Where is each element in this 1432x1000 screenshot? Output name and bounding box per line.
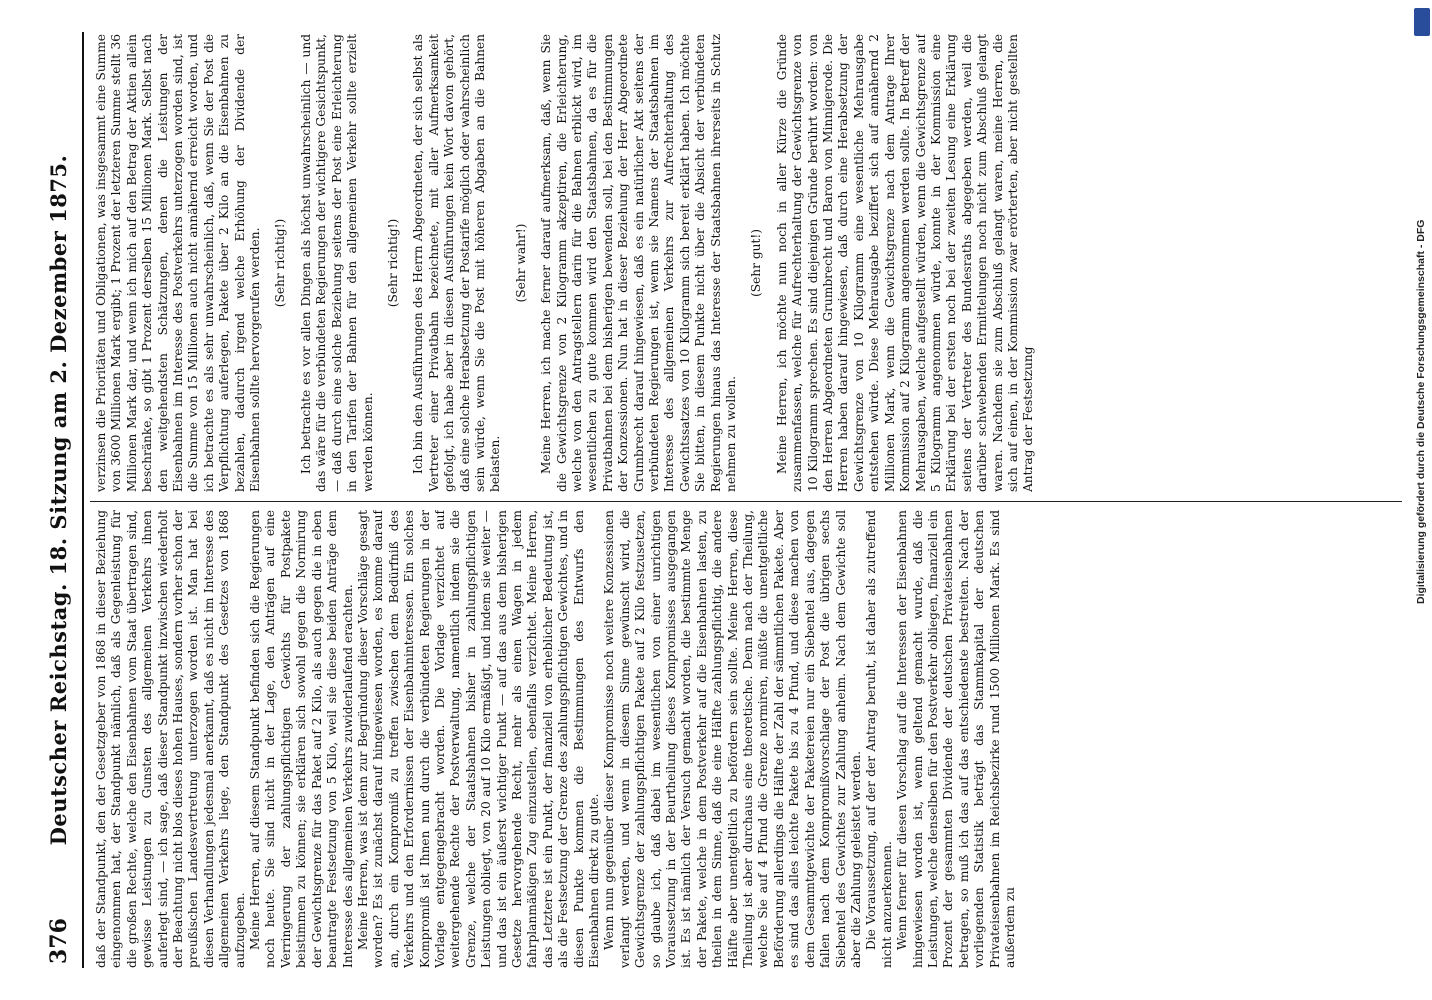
paragraph: Ich bin den Ausführungen des Herrn Abgeordneten, der sich selbst als Vertreter einer Privatbahn bezeichnete, mit aller Aufmerksamkeit gefolgt, ich habe aber in diesen Ausführungen kein Wort davon gehört, daß eine solche Herabsetzung der Postarife möglich oder wahrscheinlich sein würde, wenn Sie die Post mit höheren Abgaben an die Bahnen belasten. bbox=[411, 34, 503, 492]
interjection: (Sehr wahr!) bbox=[513, 223, 528, 303]
interjection: (Sehr richtig!) bbox=[385, 218, 400, 308]
column-divider bbox=[90, 501, 1402, 502]
paragraph: Wenn ferner für diesen Vorschlag auf die Interessen der Eisenbahnen hingewiesen worden ist, wenn geltend gemacht wurde, daß die Leistungen, welche denselben für den Postverkehr obliegen, finanziell ein Prozent der gesammten Dividende der deutschen Privateisenbahnen betragen, so muß ich das auf das entschiedenste bestreiten. Nach der vorliegenden Statistik beträgt das Stammkapital der deutschen Privateisenbahnen im Reichsbezirke rund 1500 Millionen Mark. Es sind außerdem zu bbox=[895, 510, 1017, 968]
paragraph: daß der Standpunkt, den der Gesetzgeber von 1868 in dieser Beziehung eingenommen hat, der Standpunkt nämlich, daß als Gegenleistung für die großen Rechte, welche den Eisenbahnen vom Staat übertragen sind, gewisse Leistungen zu Gunsten des allgemeinen Verkehrs ihnen auferlegt sind, — ich sage, daß dieser Standpunkt inzwischen wiederholt der Beachtung nicht blos dieses hohen Hauses, sondern vorher schon der preußischen Landesvertretung unterzogen worden ist. Man hat bei diesen Verhandlungen jedesmal anerkannt, daß es nicht im Interesse des allgemeinen Verkehrs liege, den Standpunkt des Gesetzes von 1868 aufzugeben. bbox=[94, 510, 247, 968]
page-header bbox=[42, 32, 84, 968]
right-column bbox=[94, 34, 1404, 492]
paragraph: Die Voraussetzung, auf der der Antrag beruht, ist daher als zutreffend nicht anzuerkennen. bbox=[864, 510, 894, 968]
digitization-credit: Digitalisierung gefördert durch die Deutsche Forschungsgemeinschaft - DFG bbox=[1415, 219, 1427, 604]
paragraph: Ich betrachte es vor allen Dingen als höchst unwahrscheinlich — und das wäre für die verbündeten Regierungen der wichtigere Gesichtspunkt, — daß durch eine solche Beziehung seitens der Post eine Erleichterung in den Tarifen der Bahnen für den allgemeinen Verkehr sollte erzielt werden können. bbox=[298, 34, 375, 492]
rotated-page bbox=[20, 8, 1412, 992]
interjection: (Sehr richtig!) bbox=[273, 218, 288, 308]
page-number: 376 bbox=[46, 918, 72, 964]
left-column bbox=[94, 510, 1404, 968]
paragraph: Wenn nun gegenüber dieser Kompromisse noch weitere Konzessionen verlangt werden, und wenn in diesem Sinne gewünscht wird, die Gewichtsgrenze der zahlungspflichtigen Pakete auf 2 Kilo festzusetzen, so glaube ich, daß dabei im wesentlichen von einer unrichtigen Voraussetzung in der Beurtheilung dieses Kompromisses ausgegangen ist. Es ist nämlich der Versuch gemacht worden, die bestimmte Menge der Pakete, welche in dem Postverkehr auf die Eisenbahnen lasten, zu theilen in dem Sinne, daß die eine Hälfte zahlungspflichtig, die andere Hälfte aber unentgeltlich zu befördern sein sollte. Meine Herren, diese Theilung ist aber durchaus eine theoretische. Denn nach der Theilung, welche Sie auf 4 Pfund die Grenze normiren, müßte die unentgeltliche Beförderung allerdings die Hälfte der Zahl der sämmtlichen Pakete. Aber es sind das alles leichte Pakete bis zu 4 Pfund, und diese machen von dem Gesammtgewichte der Paketereien nur ein Siebentel aus, dagegen fallen nach dem Kompromißvorschlage der Post die übrigen sechs Siebentel des Gewichtes zur Zahlung anheim. Nach dem Gewichte soll aber die Zahlung geleistet werden. bbox=[602, 510, 863, 968]
paragraph: Meine Herren, ich mache ferner darauf aufmerksam, daß, wenn Sie die Gewichtsgrenze von 2 Kilogramm akzeptiren, die Erleichterung, welche von den Antragstellern darin für die Bahnen erblickt wird, im wesentlichen zu gute kommen wird den Staatsbahnen, da es für die Privatbahnen bei dem bisherigen bewenden soll, bei den Bestimmungen der Konzessionen. Nun hat in dieser Beziehung der Herr Abgeordnete Grumbrecht darauf hingewiesen, daß es ein natürlicher Akt seitens der verbündeten Regierungen ist, wenn sie Namens der Staatsbahnen im Interesse des allgemeinen Verkehrs zur Aufrechterhaltung des Gewichtssatzes von 10 Kilogramm sich bereit erklärt haben. Ich möchte Sie bitten, in diesem Punkte nicht über die Absicht der verbündeten Regierungen hinaus das Interesse der Staatsbahnen ihrerseits in Schutz nehmen zu wollen. bbox=[539, 34, 739, 492]
page-title: Deutscher Reichstag. 18. Sitzung am 2. Dezember 1875. bbox=[46, 154, 71, 846]
paragraph: Meine Herren, was ist denn zur Begründung dieser Vorschläge gesagt worden? Es ist zunächst darauf hingewiesen worden, es komme darauf an, durch ein Kompromiß zu treffen zwischen dem Bedürfniß des Verkehrs und den Erfordernissen der Eisenbahninteressen. Ein solches Kompromiß ist Ihnen nun durch die verbündeten Regierungen in der Vorlage entgegengebracht worden. Die Vorlage verzichtet auf weitergehende Rechte der Postverwaltung, namentlich indem sie die Grenze, welche der Staatsbahnen bisher in zahlungspflichtigen Leistungen obliegt, von 20 auf 10 Kilo ermäßigt, und indem sie weiter — und das ist ein äußerst wichtiger Punkt — auf das aus dem bisherigen Gesetze hervorgehende Recht, mehr als einen Wagen in jedem fahrplanmäßigen Zug einzustellen, ebenfalls verzichtet. Meine Herren, das Letztere ist ein Punkt, der finanziell von erheblicher Bedeutung ist, als die Festsetzung der Grenze des zahlungspflichtigen Gewichtes, und in diesen Punkte kommen die Bestimmungen des Entwurfs den Eisenbahnen direkt zu gute. bbox=[355, 510, 601, 968]
paragraph: Meine Herren, ich möchte nun noch in aller Kürze die Gründe zusammenfassen, welche für Aufrechterhaltung der Gewichtsgrenze von 10 Kilogramm sprechen. Es sind diejenigen Gründe berührt worden: von den Herren Abgeordneten Grumbrecht und Baron von Minnigerode. Die Herren haben darauf hingewiesen, daß durch eine Herabsetzung der Gewichtsgrenze von 10 Kilogramm eine wesentliche Mehrausgabe entstehen würde. Diese Mehrausgabe beziffert sich auf annähernd 2 Millionen Mark, wenn die Gewichtsgrenze nach dem Antrage Ihrer Kommission auf 2 Kilogramm angenommen werden sollte. In Betreff der Mehrausgaben, welche aufgestellt würden, wenn die Gewichtsgrenze auf 5 Kilogramm angenommen würde, konnte in der Kommission eine Erklärung bei der ersten noch bei der zweiten Lesung eine Erklärung seitens der Vertreter des Bundesraths abgegeben werden, weil die darüber schwebenden Ermittelungen noch nicht zum Abschluß gelangt waren. Nachdem sie zum Abschluß gelangt waren, meine Herren, die sich auf einen, in der Kommission zwar erörterten, aber nicht gestellten Antrag der Festsetzung bbox=[774, 34, 1036, 492]
interjection: (Sehr gut!) bbox=[749, 228, 764, 298]
paragraph: verzinsen die Prioritäten und Obligationen, was insgesammt eine Summe von 3600 Millionen Mark ergibt; 1 Prozent der letzteren Summe stellt 36 Millionen Mark dar, und wenn ich mich auf den Betrag der Aktien allein beschränke, so gibt 1 Prozent derselben 15 Millionen Mark. Selbst nach den weitgehendsten Schätzungen, denen die Leistungen der Eisenbahnen im Interesse des Postverkehrs unterzogen worden sind, ist die Summe von 15 Millionen auch nicht annähernd erreicht worden, und ich betrachte es als sehr unwahrscheinlich, daß, wenn Sie der Post die Verpflichtung auferlegen, Pakete über 2 Kilo an die Eisenbahnen zu bezahlen, dadurch irgend welche Erhöhung der Dividende der Eisenbahnen sollte hervorgerufen werden. bbox=[94, 34, 263, 492]
paragraph: Meine Herren, auf diesem Standpunkt befinden sich die Regierungen noch heute. Sie sind nicht in der Lage, den Anträgen auf eine Verringerung der zahlungspflichtigen Gewichts für Postpakete beistimmen zu können; sie erklären sich sowohl gegen die Normirung der Gewichtsgrenze für das Paket auf 2 Kilo, als auch gegen die in eben beantragte Festsetzung von 5 Kilo, weil sie diese beiden Anträge dem Interesse des allgemeinen Verkehrs zuwiderlaufend erachten. bbox=[248, 510, 355, 968]
